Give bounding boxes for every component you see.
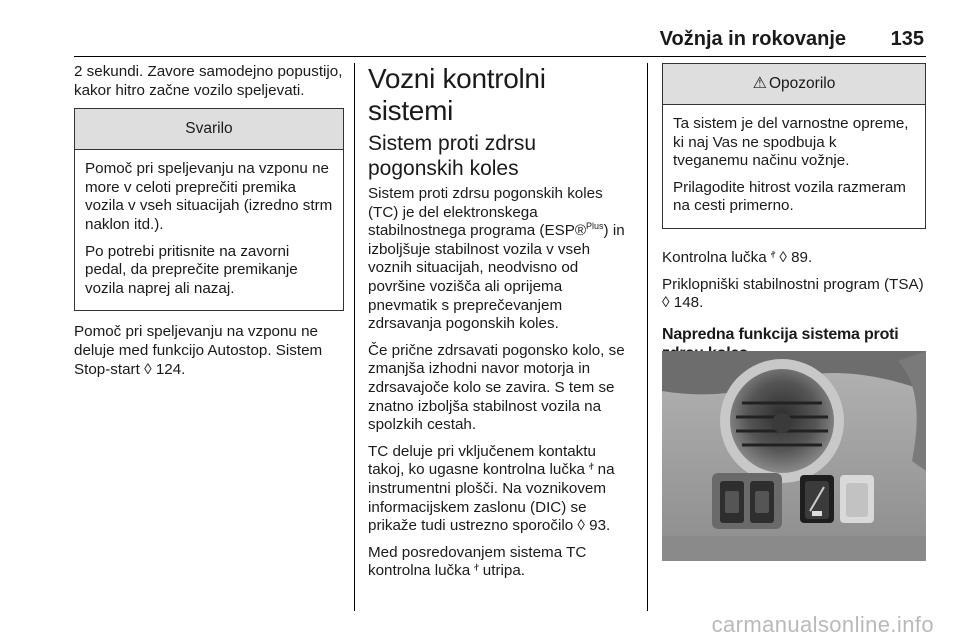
notice-text-2: Po potrebi pritisnite na zavorni pedal, da preprečite premikanje vozila naprej ali nazaj.: [85, 242, 298, 297]
tc-activation: TC deluje pri vključenem kontaktu takoj, ko ugasne kontrolna lučka ꭝ na instrumentni plošči. Na voznikovem informacijskem zaslonu (DIC) se prikaže tudi ustrezno sporočilo ◊ 93.: [368, 442, 615, 535]
notice-title: Svarilo: [75, 109, 343, 150]
tsa-text: Priklopniški stabilnostni program (TSA) ◊ 148.: [662, 275, 924, 312]
page-ref[interactable]: 93.: [589, 517, 611, 535]
tc-flashing: Med posredovanjem sistema TC kontrolna lučka ꭝ utripa.: [368, 543, 587, 580]
warning-text-2: Prilagodite hitrost vozila razmeram na cesti primerno.: [673, 178, 906, 215]
page-ref[interactable]: 124.: [155, 360, 186, 378]
warning-box: [662, 63, 926, 229]
autostop-text: Pomoč pri speljevanju na vzponu ne deluje med funkcijo Autostop. Sistem Stop-start ◊ 124.: [74, 323, 323, 378]
intro-text: 2 sekundi. Zavore samodejno popustijo, kakor hitro začne vozilo speljevati.: [74, 63, 343, 99]
column-divider-1: [354, 63, 355, 611]
ref-arrow-icon: ◊: [662, 294, 670, 312]
tc-lamp-icon: ꭝ: [770, 248, 776, 266]
page-ref[interactable]: 148.: [673, 294, 704, 312]
ref-arrow-icon: ◊: [577, 517, 585, 535]
lamp-ref-text: Kontrolna lučka ꭝ ◊ 89.: [662, 248, 813, 266]
page-ref[interactable]: 89.: [791, 248, 813, 266]
dashboard-switch-photo: [662, 351, 926, 561]
notice-text-1: Pomoč pri speljevanju na vzponu ne more v celoti preprečiti premika vozila v vseh situacijah (izredno strm naklon itd.).: [85, 160, 333, 233]
warning-title: ⚠ Opozorilo: [663, 64, 925, 105]
tc-intro: Sistem proti zdrsu pogonskih koles (TC) je del elektronskega stabilnostnega programa (ESP®$^{Plus}$) in izboljšuje stabilnost vozila v vseh voznih situacijah, neodvisno od površine vozišča ali oprijema pnevmatik s preprečevanjem zdrsavanja pogonskih koles.: [368, 185, 625, 333]
advanced-tc-heading: Napredna funkcija sistema proti: [662, 325, 899, 343]
page-number: 135: [890, 28, 924, 50]
column-2: [368, 63, 634, 589]
tc-lamp-icon: ꭝ: [589, 461, 594, 479]
column-1: [74, 63, 344, 387]
warning-icon: ⚠: [752, 75, 767, 92]
warning-text-1: Ta sistem je del varnostne opreme, ki naj Vas ne spodbuja k tveganemu načinu vožnje.: [673, 115, 909, 170]
page-header: [74, 26, 926, 57]
switch-panel-illustration: [662, 351, 926, 561]
chapter-title: Vožnja in rokovanje: [659, 28, 846, 50]
subsection-heading: Sistem proti zdrsu pogonskih koles: [368, 132, 537, 180]
notice-box: [74, 108, 344, 311]
tc-function: Če prične zdrsavati pogonsko kolo, se zmanjša izhodni navor motorja in zdrsavajoče kolo se zavira. S tem se znatno izboljša stabilnost vozila na spolzkih cestah.: [368, 341, 625, 434]
section-heading: Vozni kontrolni sistemi: [368, 63, 546, 126]
tc-lamp-icon: ꭝ: [474, 562, 479, 580]
ref-arrow-icon: ◊: [144, 360, 152, 378]
watermark: carmanualsonline.info: [711, 612, 934, 637]
column-3: [662, 63, 926, 371]
column-divider-2: [647, 63, 648, 611]
ref-arrow-icon: ◊: [779, 248, 787, 266]
